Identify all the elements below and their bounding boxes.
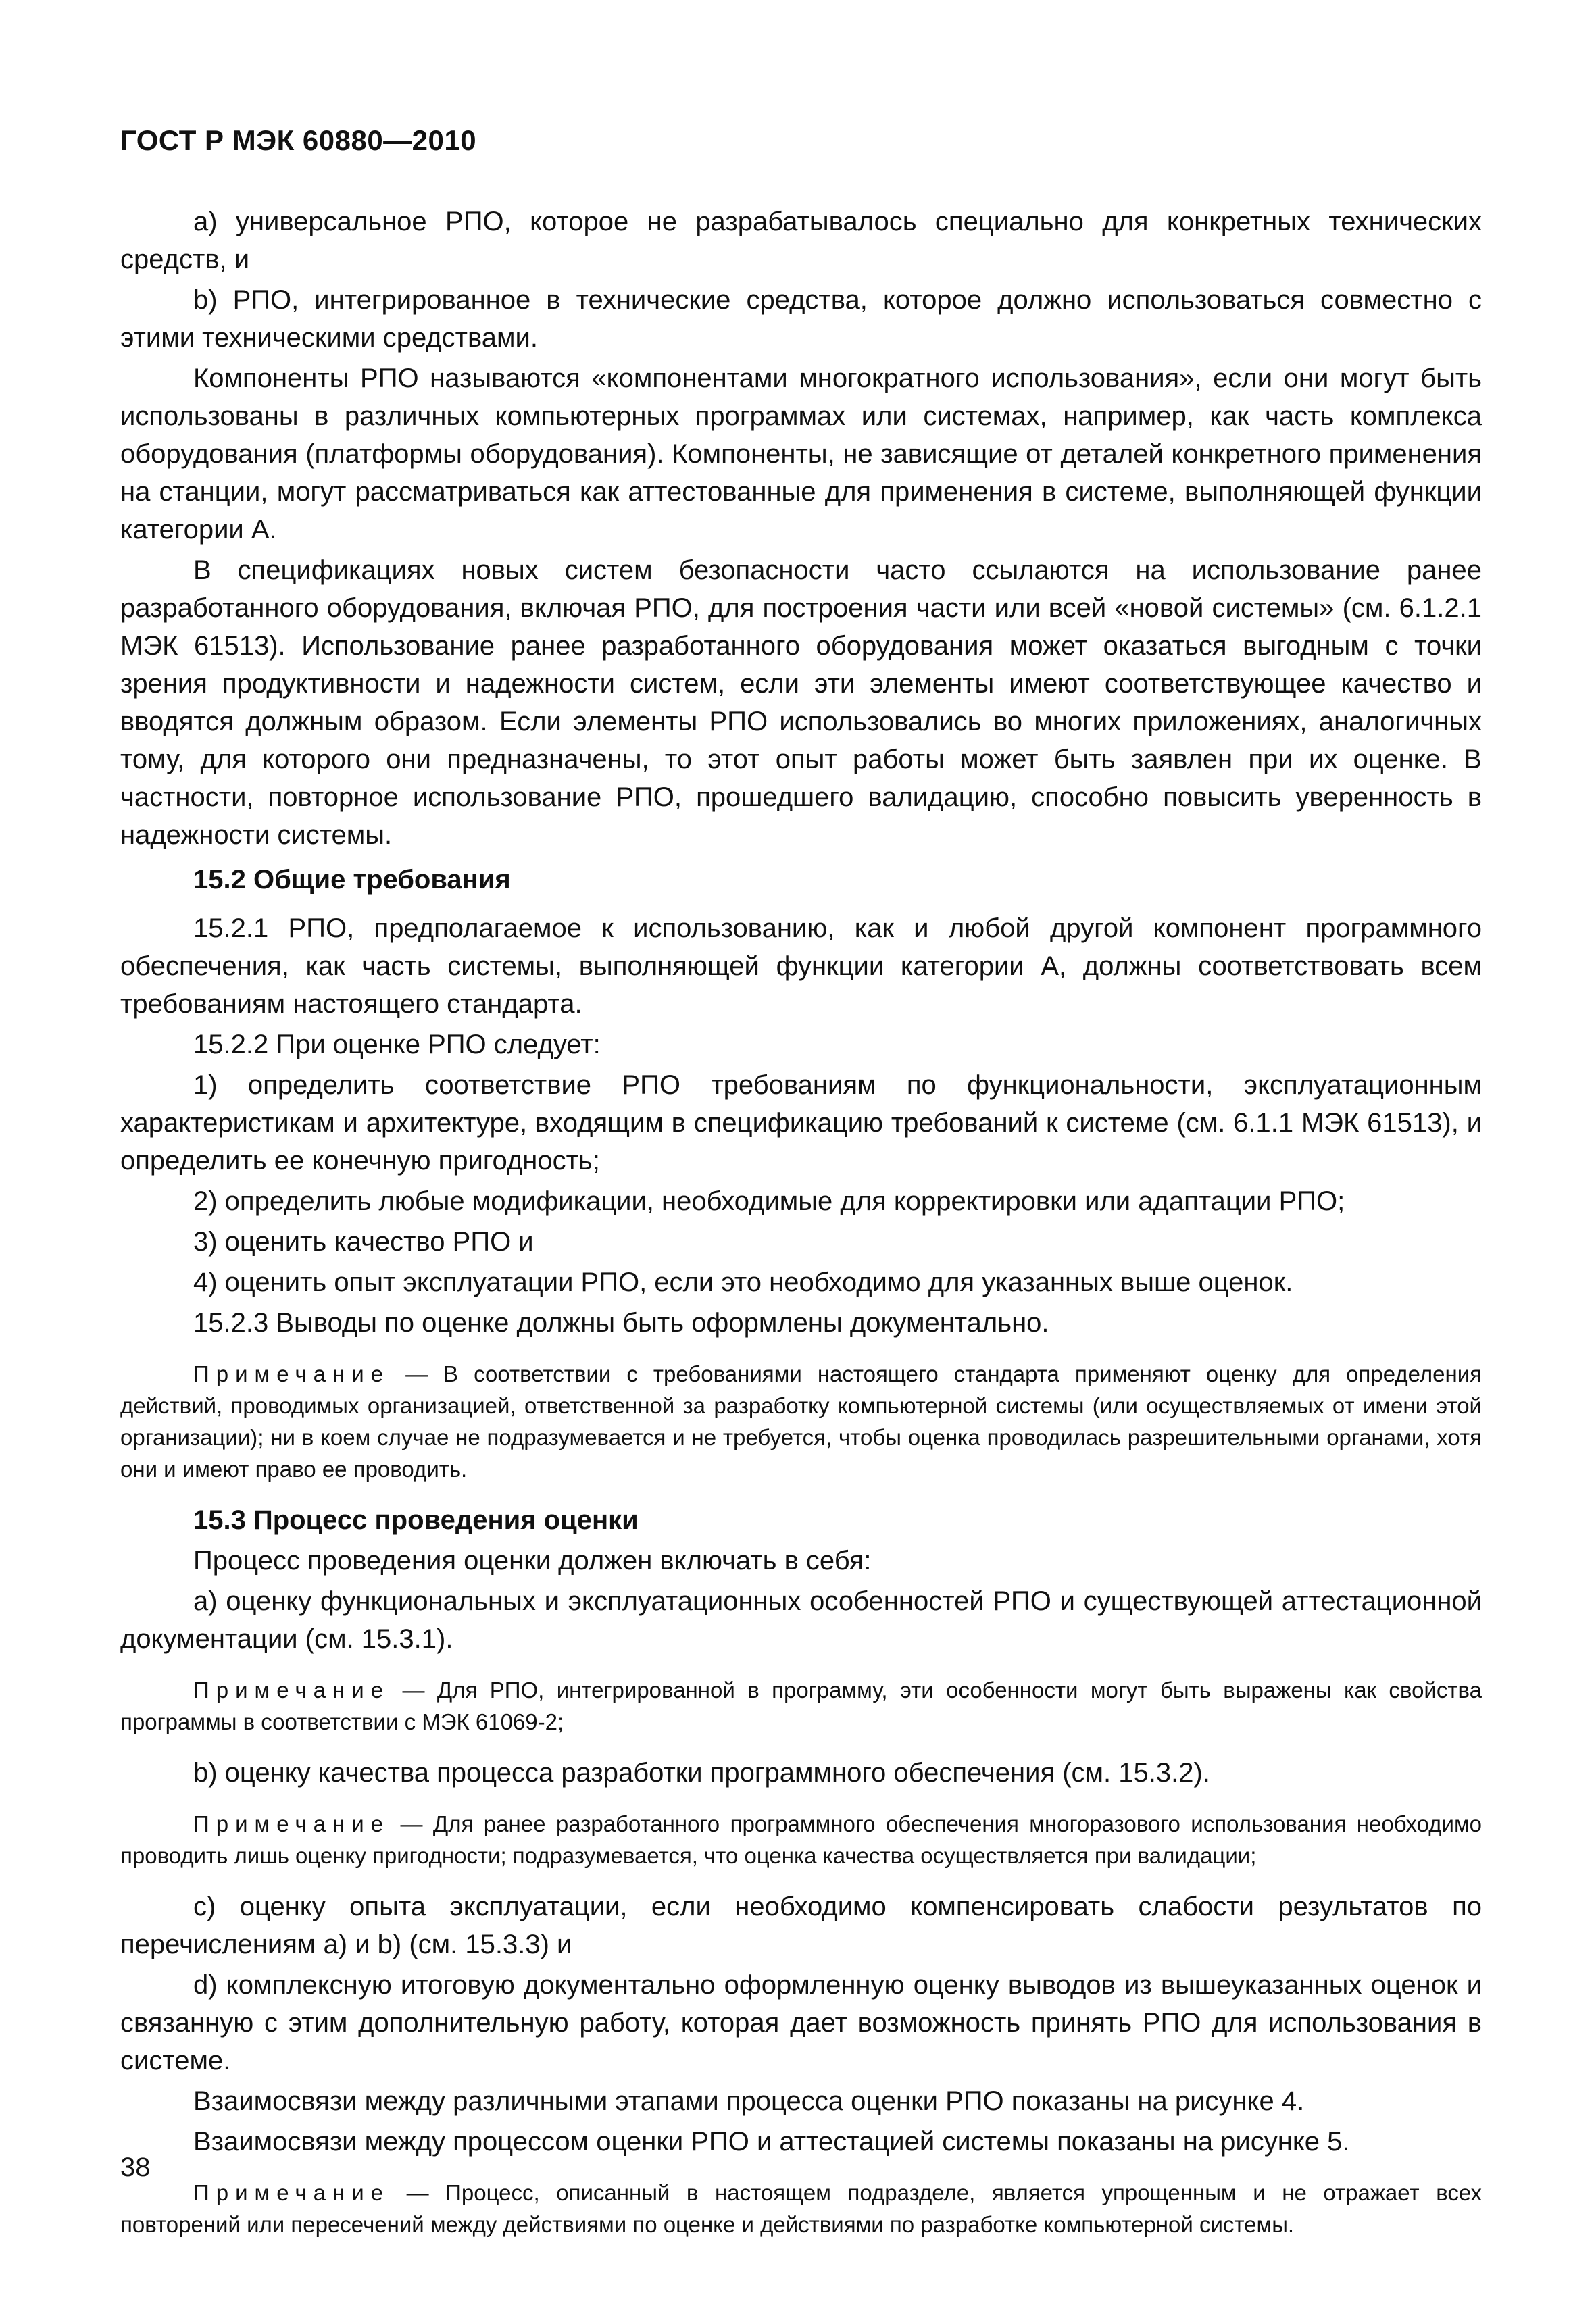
paragraph: b) РПО, интегрированное в технические средства, которое должно использоваться совместно с этими техническими средствами. bbox=[120, 285, 1482, 353]
page-number: 38 bbox=[120, 2153, 151, 2182]
note bbox=[120, 1674, 1482, 1738]
note-label: Примечание bbox=[193, 1678, 391, 1703]
section-heading-15-2: 15.2 Общие требования bbox=[193, 865, 511, 895]
paragraph: 15.2.1 РПО, предполагаемое к использованию, как и любой другой компонент программного обеспечения, как часть системы, выполняющей функции категории А, должны соответствовать всем требованиям настоящего стандарта. bbox=[120, 913, 1482, 1019]
note-text: — Для РПО, интегрированной в программу, эти особенности могут быть выражены как свойства программы в соответствии с МЭК 61069-2; bbox=[120, 1678, 1482, 1734]
note-label: Примечание bbox=[193, 1361, 391, 1386]
document-header: ГОСТ Р МЭК 60880—2010 bbox=[120, 124, 477, 156]
paragraph: 15.2.2 При оценке РПО следует: bbox=[193, 1030, 601, 1059]
paragraph: 15.2.3 Выводы по оценке должны быть оформлены документально. bbox=[193, 1308, 1049, 1338]
note-text: — Процесс, описанный в настоящем подразделе, является упрощенным и не отражает всех повторений или пересечений между действиями по оценке и действиями по разработке компьютерной системы. bbox=[120, 2180, 1482, 2237]
note-text: — В соответствии с требованиями настоящего стандарта применяют оценку для определения действий, проводимых организацией, ответственной за разработку компьютерной системы (или осуществляемых от имени этой организации); ни в коем случае не подразумевается и не требуется, чтобы оценка проводилась разрешительными органами, хотя они и имеют право ее проводить. bbox=[120, 1361, 1482, 1482]
paragraph: 4) оценить опыт эксплуатации РПО, если это необходимо для указанных выше оценок. bbox=[193, 1267, 1293, 1297]
paragraph: В спецификациях новых систем безопасности часто ссылаются на использование ранее разработанного оборудования, включая РПО, для построения части или всей «новой системы» (см. 6.1.2.1 МЭК 61513). Использование ранее разработанного оборудования может оказаться выгодным с точки зрения продуктивности и надежности систем, если эти элементы имеют соответствующее качество и вводятся должным образом. Если элементы РПО использовались во многих приложениях, аналогичных тому, для которого они предназначены, то этот опыт работы может быть заявлен при их оценке. В частности, повторное использование РПО, прошедшего валидацию, способно повысить уверенность в надежности системы. bbox=[120, 555, 1482, 850]
paragraph: b) оценку качества процесса разработки программного обеспечения (см. 15.3.2). bbox=[193, 1758, 1210, 1788]
paragraph: a) универсальное РПО, которое не разрабатывалось специально для конкретных технических средств, и bbox=[120, 207, 1482, 274]
note-label: Примечание bbox=[193, 2180, 391, 2205]
paragraph: Взаимосвязи между процессом оценки РПО и аттестацией системы показаны на рисунке 5. bbox=[193, 2127, 1350, 2157]
paragraph: 2) определить любые модификации, необходимые для корректировки или адаптации РПО; bbox=[193, 1186, 1345, 1216]
note-text: — Для ранее разработанного программного обеспечения многоразового использования необходимо проводить лишь оценку пригодности; подразумевается, что оценка качества осуществляется при валидации; bbox=[120, 1811, 1482, 1868]
paragraph: 1) определить соответствие РПО требованиям по функциональности, эксплуатационным характеристикам и архитектуре, входящим в спецификацию требований к системе (см. 6.1.1 МЭК 61513), и определить ее конечную пригодность; bbox=[120, 1070, 1482, 1176]
note bbox=[120, 1358, 1482, 1485]
paragraph: 3) оценить качество РПО и bbox=[193, 1227, 534, 1257]
paragraph: Взаимосвязи между различными этапами процесса оценки РПО показаны на рисунке 4. bbox=[193, 2086, 1305, 2116]
note-label: Примечание bbox=[193, 1811, 391, 1836]
note bbox=[120, 1808, 1482, 1871]
document-page bbox=[120, 122, 1482, 2257]
section-heading-15-3: 15.3 Процесс проведения оценки bbox=[193, 1505, 639, 1535]
paragraph: c) оценку опыта эксплуатации, если необходимо компенсировать слабости результатов по перечислениям а) и b) (см. 15.3.3) и bbox=[120, 1892, 1482, 1959]
paragraph: a) оценку функциональных и эксплуатационных особенностей РПО и существующей аттестационной документации (см. 15.3.1). bbox=[120, 1586, 1482, 1654]
paragraph: Компоненты РПО называются «компонентами многократного использования», если они могут быть использованы в различных компьютерных программах или системах, например, как часть комплекса оборудования (платформы оборудования). Компоненты, не зависящие от деталей конкретного применения на станции, могут рассматриваться как аттестованные для применения в системе, выполняющей функции категории А. bbox=[120, 363, 1482, 545]
paragraph: Процесс проведения оценки должен включать в себя: bbox=[193, 1546, 872, 1576]
note bbox=[120, 2177, 1482, 2240]
paragraph: d) комплексную итоговую документально оформленную оценку выводов из вышеуказанных оценок и связанную с этим дополнительную работу, которая дает возможность принять РПО для использования в системе. bbox=[120, 1970, 1482, 2076]
